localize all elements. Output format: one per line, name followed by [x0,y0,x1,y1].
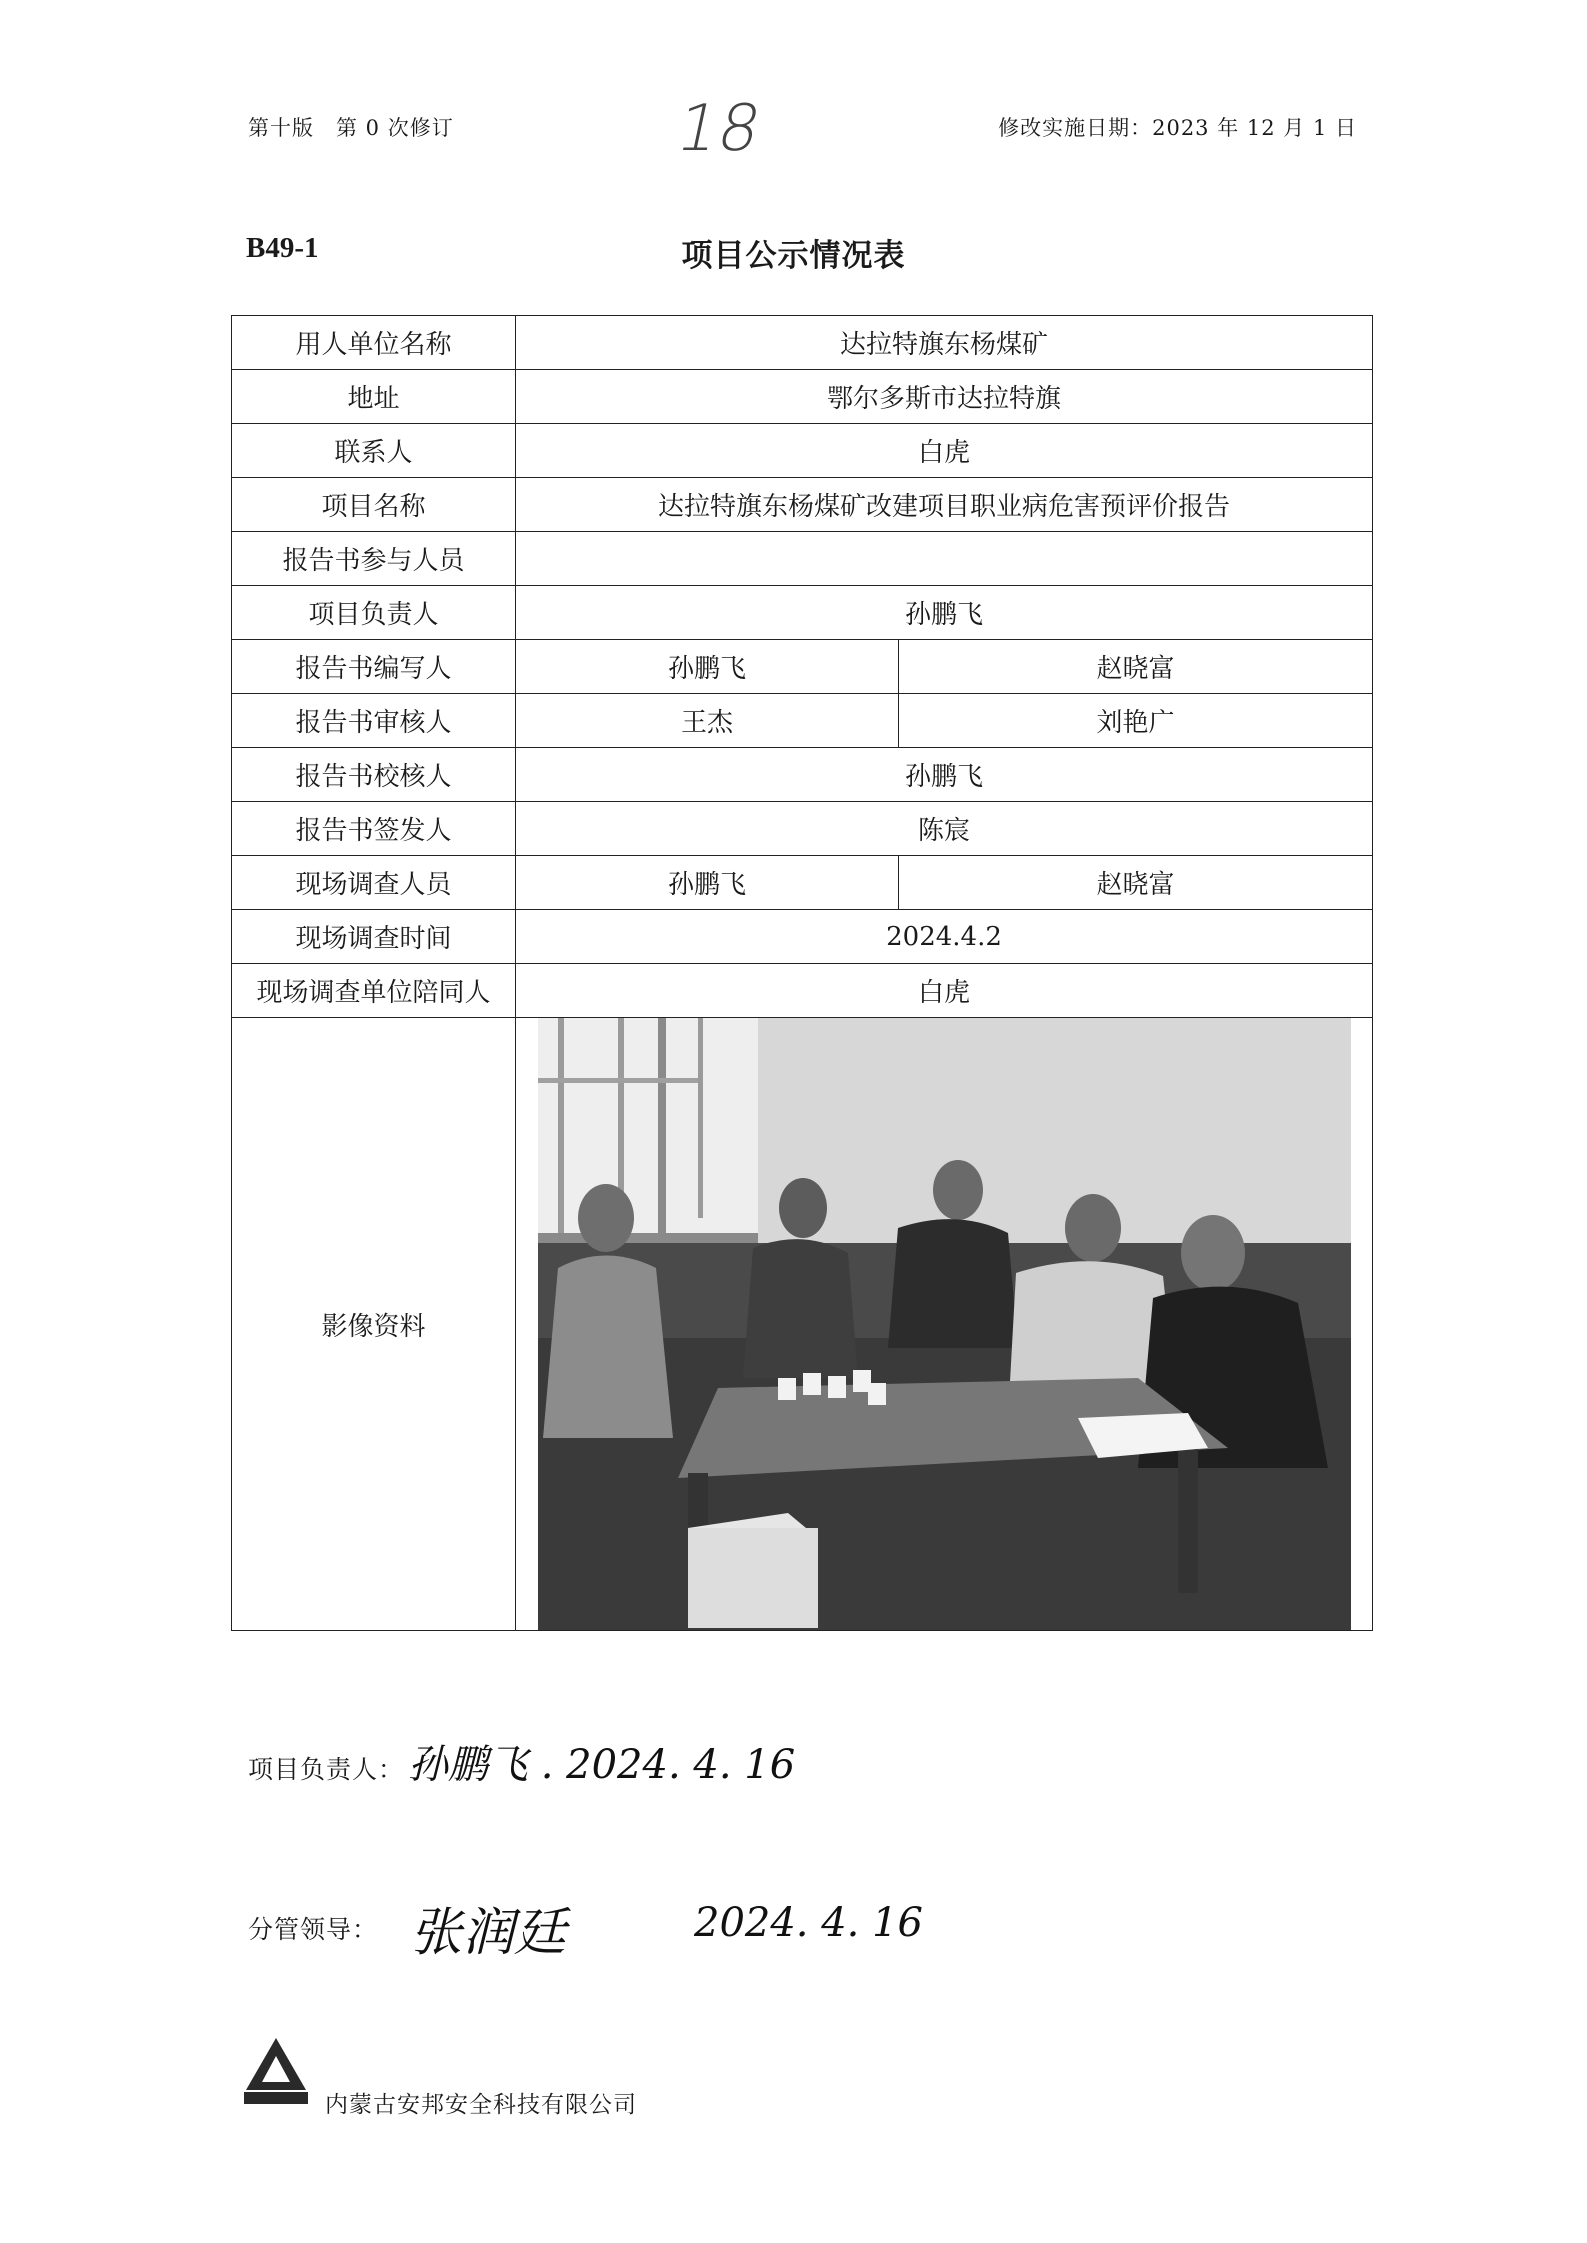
row-project-name [232,478,1373,532]
company-name: 内蒙古安邦安全科技有限公司 [325,2092,637,2118]
supervisor-signature-date: 2024. 4. 16 [694,1900,924,1946]
reviewer-1: 王杰 [516,694,899,748]
employer-label: 用人单位名称 [232,316,516,370]
survey-time-value: 2024.4.2 [516,910,1373,964]
contact-label: 联系人 [232,424,516,478]
row-issuer [232,802,1373,856]
row-project-lead [232,586,1373,640]
issuer-label: 报告书签发人 [232,802,516,856]
header-version: 第十版 第 0 次修订 [248,116,454,140]
row-survey-time [232,910,1373,964]
row-writers [232,640,1373,694]
project-name-value: 达拉特旗东杨煤矿改建项目职业病危害预评价报告 [516,478,1373,532]
contact-value: 白虎 [516,424,1373,478]
proofreader-value: 孙鹏飞 [516,748,1373,802]
survey-time-label: 现场调查时间 [232,910,516,964]
page-title: 项目公示情况表 [681,238,906,274]
row-employer [232,316,1373,370]
project-name-label: 项目名称 [232,478,516,532]
participants-label: 报告书参与人员 [232,532,516,586]
header-effective-date: 修改实施日期：2023 年 12 月 1 日 [998,116,1357,140]
row-contact [232,424,1373,478]
writer-2: 赵晓富 [899,640,1373,694]
address-value: 鄂尔多斯市达拉特旗 [516,370,1373,424]
row-surveyors [232,856,1373,910]
project-disclosure-table [231,315,1373,1631]
site-survey-photo [538,1018,1351,1630]
companion-label: 现场调查单位陪同人 [232,964,516,1018]
supervisor-handwritten-signature: 张润廷 [410,1903,567,1963]
project-lead-signature-line [248,1750,404,1786]
employer-value: 达拉特旗东杨煤矿 [516,316,1373,370]
companion-value: 白虎 [516,964,1373,1018]
proofreader-label: 报告书校核人 [232,748,516,802]
supervisor-signature-label: 分管领导： [248,1915,379,1944]
row-reviewers [232,694,1373,748]
project-lead-handwritten-signature: 孙鹏飞 . 2024. 4. 16 [408,1742,796,1788]
surveyor-2: 赵晓富 [899,856,1373,910]
row-proofreader [232,748,1373,802]
reviewer-2: 刘艳广 [899,694,1373,748]
handwritten-page-number: 18 [670,92,768,166]
surveyor-1: 孙鹏飞 [516,856,899,910]
anbang-logo-icon [244,2038,308,2104]
address-label: 地址 [232,370,516,424]
row-participants [232,532,1373,586]
images-cell [516,1018,1373,1631]
project-lead-signature-label: 项目负责人： [248,1755,405,1784]
images-label: 影像资料 [232,1018,516,1631]
writer-1: 孙鹏飞 [516,640,899,694]
participants-value [516,532,1373,586]
issuer-value: 陈宸 [516,802,1373,856]
supervisor-signature-line [248,1910,378,1946]
row-address [232,370,1373,424]
company-logo [244,2038,308,2104]
reviewers-label: 报告书审核人 [232,694,516,748]
row-images [232,1018,1373,1631]
row-companion [232,964,1373,1018]
project-lead-label: 项目负责人 [232,586,516,640]
surveyors-label: 现场调查人员 [232,856,516,910]
meeting-photo-illustration [538,1018,1351,1630]
writers-label: 报告书编写人 [232,640,516,694]
form-code: B49-1 [246,232,319,264]
project-lead-value: 孙鹏飞 [516,586,1373,640]
